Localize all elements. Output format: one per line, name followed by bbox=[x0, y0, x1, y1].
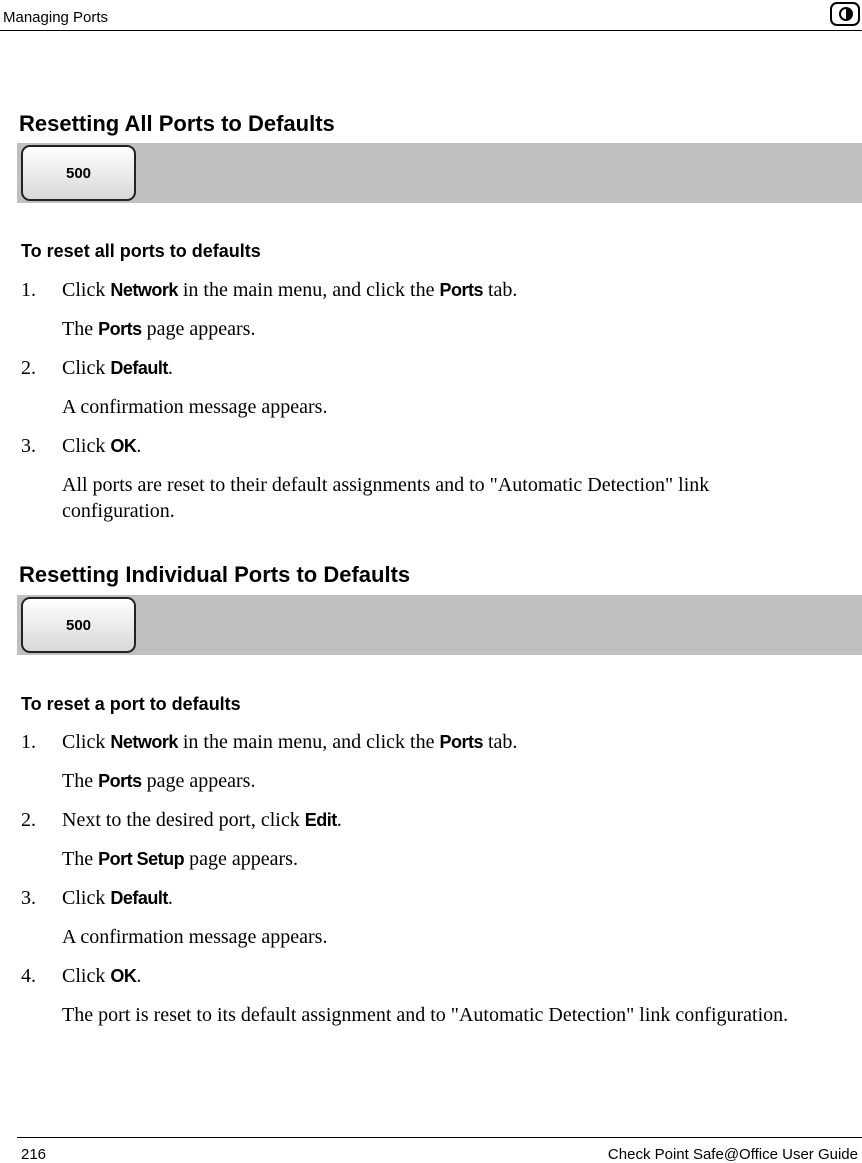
ui-term: Edit bbox=[304, 810, 337, 830]
ui-term: OK bbox=[110, 966, 137, 986]
step-text: Click Default. bbox=[62, 357, 173, 379]
footer-divider bbox=[17, 1137, 862, 1138]
step-text: Click OK. bbox=[62, 435, 142, 457]
applicability-bar bbox=[17, 143, 862, 203]
ui-term: Default bbox=[110, 358, 168, 378]
step-number: 4. bbox=[21, 965, 36, 987]
model-badge: 500 bbox=[21, 597, 136, 653]
page-header bbox=[0, 0, 862, 31]
step-result: The Ports page appears. bbox=[62, 318, 256, 340]
ui-term: Ports bbox=[439, 280, 483, 300]
step-text: Click OK. bbox=[62, 965, 142, 987]
ui-term: Ports bbox=[439, 732, 483, 752]
ui-term: Ports bbox=[98, 319, 142, 339]
step-text: Click Default. bbox=[62, 887, 173, 909]
step-number: 2. bbox=[21, 357, 36, 379]
ui-term: Ports bbox=[98, 771, 142, 791]
ui-term: Network bbox=[110, 280, 178, 300]
ui-term: Port Setup bbox=[98, 849, 185, 869]
guide-title: Check Point Safe@Office User Guide bbox=[607, 1146, 858, 1163]
ui-term: Network bbox=[110, 732, 178, 752]
header-title: Managing Ports bbox=[3, 9, 109, 26]
checkpoint-logo-icon bbox=[830, 2, 860, 26]
step-number: 3. bbox=[21, 435, 36, 457]
step-result: The Ports page appears. bbox=[62, 770, 256, 792]
step-number: 3. bbox=[21, 887, 36, 909]
ui-term: Default bbox=[110, 888, 168, 908]
step-number: 2. bbox=[21, 809, 36, 831]
step-text: Next to the desired port, click Edit. bbox=[62, 809, 342, 831]
step-text: Click Network in the main menu, and click the Ports tab. bbox=[62, 279, 518, 301]
step-result: The port is reset to its default assignment and to "Automatic Detection" link configuration. bbox=[62, 1004, 789, 1026]
model-badge: 500 bbox=[21, 145, 136, 201]
step-result: A confirmation message appears. bbox=[62, 926, 328, 948]
section-heading: Resetting All Ports to Defaults bbox=[19, 111, 335, 136]
procedure-title: To reset all ports to defaults bbox=[21, 241, 261, 261]
applicability-bar bbox=[17, 595, 862, 655]
step-number: 1. bbox=[21, 279, 36, 301]
section-heading: Resetting Individual Ports to Defaults bbox=[19, 562, 411, 587]
procedure-title: To reset a port to defaults bbox=[21, 694, 241, 714]
step-number: 1. bbox=[21, 731, 36, 753]
page-number: 216 bbox=[21, 1146, 47, 1163]
step-result: The Port Setup page appears. bbox=[62, 848, 298, 870]
step-result: All ports are reset to their default assignments and to "Automatic Detection" link configuration. bbox=[62, 474, 710, 522]
ui-term: OK bbox=[110, 436, 137, 456]
step-text: Click Network in the main menu, and click the Ports tab. bbox=[62, 731, 518, 753]
step-result: A confirmation message appears. bbox=[62, 396, 328, 418]
